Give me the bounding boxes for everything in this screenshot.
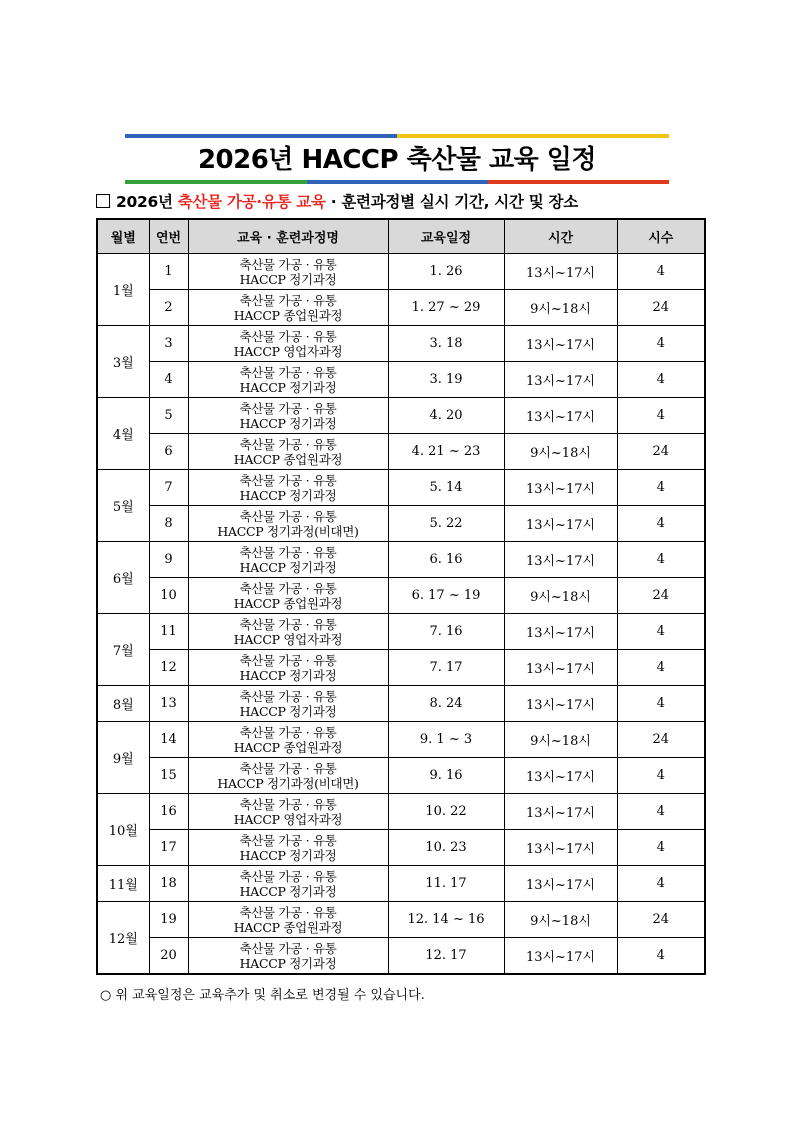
month-cell: 5월	[97, 470, 149, 542]
table-row	[97, 722, 705, 758]
date-cell: 7. 16	[388, 614, 504, 650]
date-cell: 3. 19	[388, 362, 504, 398]
course-name-line1: 축산물 가공 · 유통	[239, 868, 337, 884]
month-cell: 9월	[97, 722, 149, 794]
course-cell	[188, 326, 388, 362]
hours-cell: 4	[617, 470, 705, 506]
course-cell	[188, 362, 388, 398]
no-cell: 17	[149, 830, 188, 866]
course-name-line1: 축산물 가공 · 유통	[239, 472, 337, 488]
hours-cell: 4	[617, 542, 705, 578]
time-cell: 13시~17시	[504, 866, 617, 902]
subtitle-year: 2026년	[116, 193, 173, 211]
date-cell: 1. 27 ~ 29	[388, 290, 504, 326]
table-row	[97, 794, 705, 830]
date-cell: 11. 17	[388, 866, 504, 902]
course-name-line2: HACCP 종업원과정	[233, 451, 343, 467]
month-cell: 7월	[97, 614, 149, 686]
course-cell	[188, 686, 388, 722]
course-name-line1: 축산물 가공 · 유통	[239, 688, 337, 704]
bar-segment-green	[125, 180, 307, 184]
table-row	[97, 938, 705, 975]
table-header-row	[97, 219, 705, 254]
hours-cell: 4	[617, 254, 705, 290]
header-date: 교육일정	[388, 219, 504, 254]
no-cell: 8	[149, 506, 188, 542]
table-row	[97, 542, 705, 578]
date-cell: 9. 16	[388, 758, 504, 794]
course-name-line1: 축산물 가공 · 유통	[239, 616, 337, 632]
date-cell: 12. 17	[388, 938, 504, 975]
time-cell: 9시~18시	[504, 902, 617, 938]
table-row	[97, 578, 705, 614]
course-name-line2: HACCP 정기과정	[239, 415, 337, 431]
table-row	[97, 506, 705, 542]
bar-segment-blue	[125, 134, 397, 138]
hours-cell: 24	[617, 434, 705, 470]
course-name-line1: 축산물 가공 · 유통	[239, 364, 337, 380]
hours-cell: 4	[617, 686, 705, 722]
month-cell: 10월	[97, 794, 149, 866]
schedule-table	[96, 218, 706, 975]
section-heading	[96, 190, 706, 214]
no-cell: 7	[149, 470, 188, 506]
course-name-line2: HACCP 정기과정	[239, 379, 337, 395]
course-name-line1: 축산물 가공 · 유통	[239, 760, 337, 776]
course-name-line1: 축산물 가공 · 유통	[239, 796, 337, 812]
course-name-line2: HACCP 정기과정	[239, 667, 337, 683]
table-row	[97, 902, 705, 938]
course-name-line2: HACCP 종업원과정	[233, 919, 343, 935]
course-cell	[188, 758, 388, 794]
date-cell: 3. 18	[388, 326, 504, 362]
bar-segment-blue	[307, 180, 488, 184]
subtitle-rest: · 훈련과정별 실시 기간, 시간 및 장소	[330, 193, 578, 211]
course-name-line1: 축산물 가공 · 유통	[239, 256, 337, 272]
course-name-line1: 축산물 가공 · 유통	[239, 580, 337, 596]
hours-cell: 4	[617, 938, 705, 975]
time-cell: 9시~18시	[504, 578, 617, 614]
header-course: 교육 · 훈련과정명	[188, 219, 388, 254]
time-cell: 13시~17시	[504, 254, 617, 290]
course-cell	[188, 542, 388, 578]
course-cell	[188, 506, 388, 542]
hours-cell: 24	[617, 902, 705, 938]
course-cell	[188, 578, 388, 614]
table-row	[97, 362, 705, 398]
no-cell: 5	[149, 398, 188, 434]
no-cell: 20	[149, 938, 188, 975]
header-month: 월별	[97, 219, 149, 254]
course-name-line2: HACCP 정기과정(비대면)	[217, 523, 359, 539]
header-time: 시간	[504, 219, 617, 254]
no-cell: 15	[149, 758, 188, 794]
course-name-line1: 축산물 가공 · 유통	[239, 544, 337, 560]
date-cell: 12. 14 ~ 16	[388, 902, 504, 938]
time-cell: 9시~18시	[504, 290, 617, 326]
table-body	[97, 254, 705, 975]
no-cell: 11	[149, 614, 188, 650]
time-cell: 13시~17시	[504, 398, 617, 434]
no-cell: 14	[149, 722, 188, 758]
table-row	[97, 290, 705, 326]
course-name-line2: HACCP 정기과정	[239, 847, 337, 863]
course-cell	[188, 470, 388, 506]
no-cell: 10	[149, 578, 188, 614]
title-bottom-bar	[125, 180, 669, 184]
checkbox-icon	[96, 194, 110, 208]
table-row	[97, 830, 705, 866]
course-name-line1: 축산물 가공 · 유통	[239, 508, 337, 524]
month-cell: 3월	[97, 326, 149, 398]
no-cell: 6	[149, 434, 188, 470]
hours-cell: 24	[617, 290, 705, 326]
course-cell	[188, 254, 388, 290]
course-cell	[188, 398, 388, 434]
course-cell	[188, 614, 388, 650]
month-cell: 6월	[97, 542, 149, 614]
course-name-line1: 축산물 가공 · 유통	[239, 940, 337, 956]
date-cell: 6. 16	[388, 542, 504, 578]
time-cell: 13시~17시	[504, 362, 617, 398]
date-cell: 9. 1 ~ 3	[388, 722, 504, 758]
table-row	[97, 686, 705, 722]
course-name-line2: HACCP 종업원과정	[233, 595, 343, 611]
date-cell: 10. 22	[388, 794, 504, 830]
subtitle-highlight: 축산물 가공·유통 교육	[177, 193, 326, 211]
course-cell	[188, 938, 388, 975]
date-cell: 4. 21 ~ 23	[388, 434, 504, 470]
table-row	[97, 326, 705, 362]
course-name-line1: 축산물 가공 · 유통	[239, 292, 337, 308]
date-cell: 8. 24	[388, 686, 504, 722]
time-cell: 13시~17시	[504, 614, 617, 650]
hours-cell: 4	[617, 794, 705, 830]
course-name-line1: 축산물 가공 · 유통	[239, 724, 337, 740]
date-cell: 6. 17 ~ 19	[388, 578, 504, 614]
no-cell: 9	[149, 542, 188, 578]
hours-cell: 4	[617, 614, 705, 650]
course-name-line1: 축산물 가공 · 유통	[239, 904, 337, 920]
header-hours: 시수	[617, 219, 705, 254]
table-row	[97, 866, 705, 902]
course-cell	[188, 290, 388, 326]
time-cell: 13시~17시	[504, 326, 617, 362]
course-name-line1: 축산물 가공 · 유통	[239, 328, 337, 344]
time-cell: 13시~17시	[504, 830, 617, 866]
date-cell: 10. 23	[388, 830, 504, 866]
no-cell: 12	[149, 650, 188, 686]
course-cell	[188, 866, 388, 902]
no-cell: 4	[149, 362, 188, 398]
course-name-line2: HACCP 종업원과정	[233, 739, 343, 755]
no-cell: 18	[149, 866, 188, 902]
course-name-line1: 축산물 가공 · 유통	[239, 436, 337, 452]
date-cell: 5. 14	[388, 470, 504, 506]
course-name-line2: HACCP 정기과정	[239, 883, 337, 899]
hours-cell: 4	[617, 650, 705, 686]
course-name-line2: HACCP 정기과정(비대면)	[217, 775, 359, 791]
hours-cell: 24	[617, 722, 705, 758]
bar-segment-yellow	[397, 134, 669, 138]
date-cell: 7. 17	[388, 650, 504, 686]
course-name-line2: HACCP 정기과정	[239, 955, 337, 971]
bar-segment-red	[488, 180, 669, 184]
table-row	[97, 650, 705, 686]
page-title: 2026년 HACCP 축산물 교육 일정	[197, 145, 597, 175]
course-name-line1: 축산물 가공 · 유통	[239, 400, 337, 416]
time-cell: 13시~17시	[504, 506, 617, 542]
table-row	[97, 434, 705, 470]
course-name-line2: HACCP 영업자과정	[233, 343, 343, 359]
course-name-line2: HACCP 영업자과정	[233, 811, 343, 827]
time-cell: 13시~17시	[504, 650, 617, 686]
time-cell: 13시~17시	[504, 542, 617, 578]
hours-cell: 4	[617, 362, 705, 398]
time-cell: 9시~18시	[504, 434, 617, 470]
course-name-line1: 축산물 가공 · 유통	[239, 832, 337, 848]
month-cell: 12월	[97, 902, 149, 975]
month-cell: 1월	[97, 254, 149, 326]
course-name-line2: HACCP 종업원과정	[233, 307, 343, 323]
course-cell	[188, 434, 388, 470]
course-name-line2: HACCP 정기과정	[239, 271, 337, 287]
footnote: ○ 위 교육일정은 교육추가 및 취소로 변경될 수 있습니다.	[100, 988, 425, 1003]
course-name-line2: HACCP 영업자과정	[233, 631, 343, 647]
time-cell: 13시~17시	[504, 938, 617, 975]
no-cell: 2	[149, 290, 188, 326]
table-row	[97, 254, 705, 290]
course-cell	[188, 902, 388, 938]
hours-cell: 24	[617, 578, 705, 614]
date-cell: 1. 26	[388, 254, 504, 290]
hours-cell: 4	[617, 326, 705, 362]
month-cell: 8월	[97, 686, 149, 722]
date-cell: 4. 20	[388, 398, 504, 434]
hours-cell: 4	[617, 830, 705, 866]
course-cell	[188, 830, 388, 866]
course-name-line1: 축산물 가공 · 유통	[239, 652, 337, 668]
time-cell: 13시~17시	[504, 758, 617, 794]
time-cell: 13시~17시	[504, 470, 617, 506]
hours-cell: 4	[617, 398, 705, 434]
hours-cell: 4	[617, 866, 705, 902]
date-cell: 5. 22	[388, 506, 504, 542]
course-cell	[188, 794, 388, 830]
table-row	[97, 758, 705, 794]
course-name-line2: HACCP 정기과정	[239, 487, 337, 503]
no-cell: 16	[149, 794, 188, 830]
course-name-line2: HACCP 정기과정	[239, 703, 337, 719]
month-cell: 4월	[97, 398, 149, 470]
title-top-bar	[125, 134, 669, 138]
no-cell: 1	[149, 254, 188, 290]
course-cell	[188, 650, 388, 686]
no-cell: 3	[149, 326, 188, 362]
time-cell: 13시~17시	[504, 686, 617, 722]
hours-cell: 4	[617, 506, 705, 542]
hours-cell: 4	[617, 758, 705, 794]
no-cell: 13	[149, 686, 188, 722]
month-cell: 11월	[97, 866, 149, 902]
header-no: 연번	[149, 219, 188, 254]
table-row	[97, 470, 705, 506]
time-cell: 13시~17시	[504, 794, 617, 830]
course-cell	[188, 722, 388, 758]
table-row	[97, 614, 705, 650]
no-cell: 19	[149, 902, 188, 938]
time-cell: 9시~18시	[504, 722, 617, 758]
course-name-line2: HACCP 정기과정	[239, 559, 337, 575]
table-row	[97, 398, 705, 434]
